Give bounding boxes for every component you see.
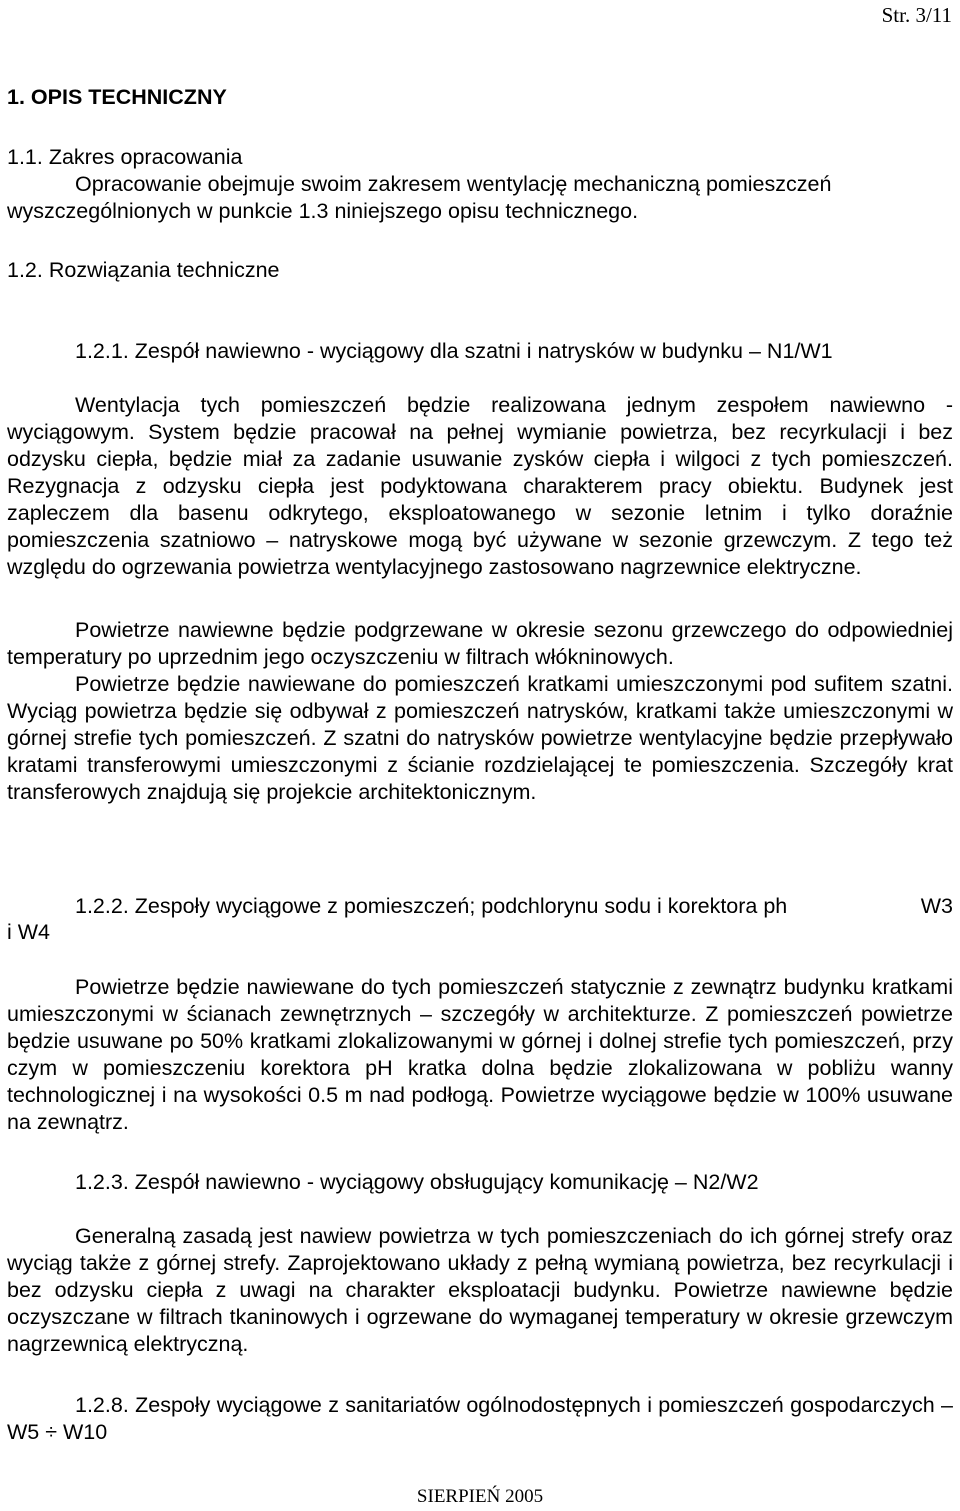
paragraph-1-1 <box>7 171 953 225</box>
heading-1-2-2: 1.2.2. Zespoły wyciągowe z pomieszczeń; podchlorynu sodu i korektora ph <box>75 894 788 918</box>
heading-1-2-2-tail: W3 <box>920 894 953 918</box>
paragraph-1-2-2: Powietrze będzie nawiewane do tych pomieszczeń statycznie z zewnątrz budynku kratkami umieszczonymi w ścianach zewnętrznych – szczegóły w architekturze. Z pomieszczeń powietrze będzie usuwane po 50% kratkami zlokalizowanymi w górnej i dolnej strefie tych pomieszczeń, przy czym w pomieszczeniu korektora pH kratka dolna będzie zlokalizowana w pobliżu wanny technologicznej i na wysokości 0.5 m nad podłogą. Powietrze wyciągowe będzie w 100% usuwane na zewnątrz. <box>7 975 953 1134</box>
heading-1-2-1: 1.2.1. Zespół nawiewno - wyciągowy dla szatni i natrysków w budynku – N1/W1 <box>75 339 833 363</box>
heading-1-2-8: 1.2.8. Zespoły wyciągowe z sanitariatów ogólnodostępnych i pomieszczeń gospodarczych – W5 ÷ W10 <box>7 1393 953 1444</box>
paragraph-1-2-1-a: Wentylacja tych pomieszczeń będzie realizowana jednym zespołem nawiewno - wyciągowym. System będzie pracował na pełnej wymianie powietrza, bez recyrkulacji i bez odzysku ciepła, będzie miał za zadanie usuwanie zysków ciepła i wilgoci z tych pomieszczeń. Rezygnacja z odzysku ciepła jest podyktowana charakterem pracy obiektu. Budynek jest zapleczem dla basenu odkrytego, eksploatowanego w sezonie letnim i tylko doraźnie pomieszczenia szatniowo – natryskowe mogą być używane w sezonie grzewczym. Z tego też względu do ogrzewania powietrza wentylacyjnego zastosowano nagrzewnice elektryczne. <box>7 393 953 579</box>
heading-1-2-3: 1.2.3. Zespół nawiewno - wyciągowy obsługujący komunikację – N2/W2 <box>75 1170 759 1194</box>
paragraph-1-1-line2: wyszczególnionych w punkcie 1.3 niniejszego opisu technicznego. <box>7 199 639 223</box>
heading-1-2-2-wrap: i W4 <box>7 920 50 944</box>
heading-1-2: 1.2. Rozwiązania techniczne <box>7 258 280 282</box>
paragraph-1-1-line1: Opracowanie obejmuje swoim zakresem wentylację mechaniczną pomieszczeń <box>75 172 832 196</box>
paragraph-1-2-1-c: Powietrze będzie nawiewane do pomieszczeń kratkami umieszczonymi pod sufitem szatni. Wyciąg powietrza będzie się odbywał z pomieszczeń natrysków, kratkami także umieszczonymi w górnej strefie tych pomieszczeń. Z szatni do natrysków powietrze wentylacyjne będzie przepływało kratami transferowymi umieszczonymi z ścianie rozdzielającej te pomieszczenia. Szczegóły krat transferowych znajdują się projekcie architektonicznym. <box>7 672 953 804</box>
paragraph-1-2-1-b: Powietrze nawiewne będzie podgrzewane w okresie sezonu grzewczego do odpowiedniej temperatury po uprzednim jego oczyszczeniu w filtrach włókninowych. <box>7 618 953 669</box>
heading-1-1: 1.1. Zakres opracowania <box>7 145 243 169</box>
paragraph-1-2-3: Generalną zasadą jest nawiew powietrza w tych pomieszczeniach do ich górnej strefy oraz wyciąg także z górnej strefy. Zaprojektowano układy z pełną wymianą powietrza, bez recyrkulacji i bez odzysku ciepła z uwagi na charakter eksploatacji budynku. Powietrze nawiewne będzie oczyszczane w filtrach tkaninowych i ogrzewane do wymaganej temperatury w okresie grzewczym nagrzewnicą elektryczną. <box>7 1224 953 1356</box>
section-title: 1. OPIS TECHNICZNY <box>7 85 227 109</box>
page-number: Str. 3/11 <box>881 3 952 27</box>
footer-date: SIERPIEŃ 2005 <box>416 1486 544 1507</box>
